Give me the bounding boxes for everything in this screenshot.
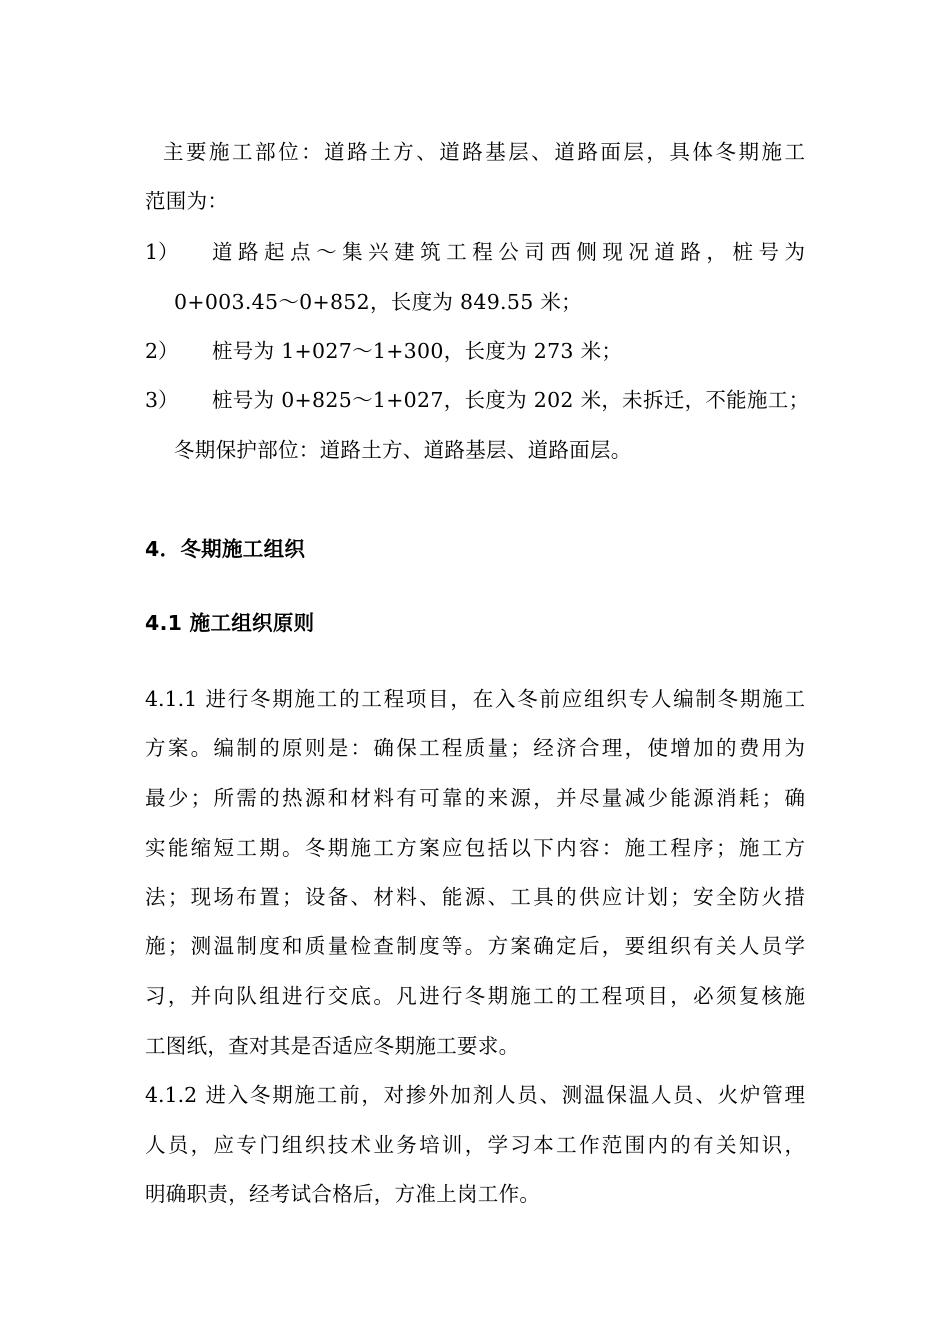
scope-line-1: 主要施工部位：道路土方、道路基层、道路面层，具体冬期施工 — [163, 140, 805, 164]
item-1-line-1: 道路起点～集兴建筑工程公司西侧现况道路，桩号为 — [212, 240, 805, 264]
item-1-line-2: 0+003.45～0+852，长度为 849.55 米； — [174, 290, 582, 314]
paragraph-line: 习，并向队组进行交底。凡进行冬期施工的工程项目，必须复核施 — [145, 984, 805, 1008]
item-1-number: 1） — [145, 240, 179, 264]
scope-line-2: 范围为： — [145, 189, 229, 213]
paragraph-line: 最少；所需的热源和材料有可靠的来源，并尽量减少能源消耗；确 — [145, 786, 805, 810]
item-2-number: 2） — [145, 339, 179, 363]
item-3-line-1: 桩号为 0+825～1+027，长度为 202 米，未拆迁，不能施工； — [212, 388, 810, 412]
item-2-line-1: 桩号为 1+027～1+300，长度为 273 米； — [212, 339, 623, 363]
paragraph-line: 明确职责，经考试合格后，方准上岗工作。 — [145, 1182, 541, 1206]
paragraph-line: 施；测温制度和质量检查制度等。方案确定后，要组织有关人员学 — [145, 934, 805, 958]
protection-line: 冬期保护部位：道路土方、道路基层、道路面层。 — [174, 438, 632, 462]
paragraph-line: 实能缩短工期。冬期施工方案应包括以下内容：施工程序；施工方 — [145, 836, 805, 860]
item-3-number: 3） — [145, 388, 179, 412]
paragraph-line: 4.1.2 进入冬期施工前，对掺外加剂人员、测温保温人员、火炉管理 — [145, 1083, 805, 1107]
paragraph-line: 工图纸，查对其是否适应冬期施工要求。 — [145, 1034, 520, 1058]
section-4-1-heading: 4.1 施工组织原则 — [145, 611, 315, 635]
paragraph-line: 人员，应专门组织技术业务培训，学习本工作范围内的有关知识， — [145, 1133, 805, 1157]
section-4-heading: 4．冬期施工组织 — [145, 537, 306, 561]
paragraph-line: 法；现场布置；设备、材料、能源、工具的供应计划；安全防火措 — [145, 885, 805, 909]
paragraph-line: 方案。编制的原则是：确保工程质量；经济合理，使增加的费用为 — [145, 736, 805, 760]
paragraph-line: 4.1.1 进行冬期施工的工程项目，在入冬前应组织专人编制冬期施工 — [145, 687, 805, 711]
